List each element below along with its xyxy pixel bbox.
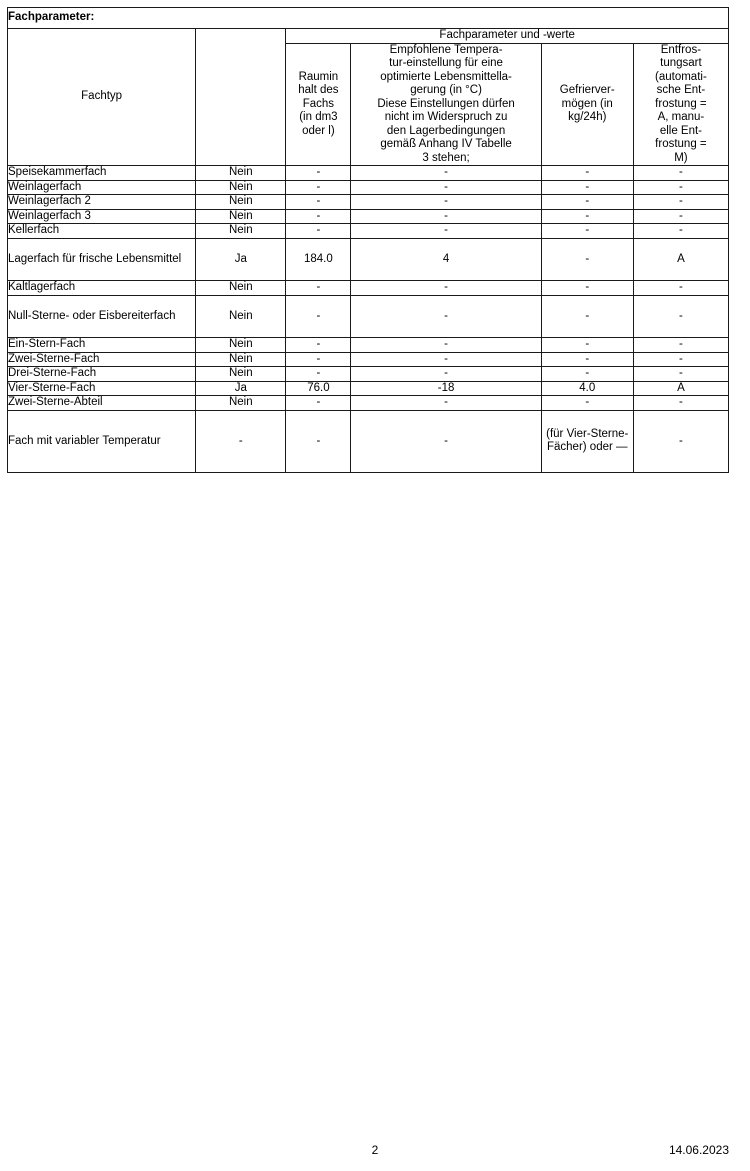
volume-line-5: oder l) bbox=[302, 124, 335, 137]
volume-line-3: Fachs bbox=[302, 97, 335, 110]
row-defrost-type: - bbox=[633, 180, 728, 195]
freeze-line-3: kg/24h) bbox=[568, 111, 607, 123]
row-type: Weinlagerfach 3 bbox=[8, 209, 196, 224]
row-volume-present: Nein bbox=[196, 209, 286, 224]
row-freezing-capacity: - bbox=[541, 338, 633, 353]
row-temperature: - bbox=[351, 195, 541, 210]
table-row bbox=[8, 238, 729, 281]
row-freezing-capacity: - bbox=[541, 295, 633, 338]
row-defrost-type: - bbox=[633, 352, 728, 367]
row-volume-present: Nein bbox=[196, 224, 286, 239]
row-freezing-capacity: - bbox=[541, 180, 633, 195]
table-title: Fachparameter: bbox=[8, 8, 729, 29]
row-type: Drei-Sterne-Fach bbox=[8, 367, 196, 382]
temp-line-2: tur-einstellung für eine bbox=[389, 57, 503, 69]
row-volume-present: Nein bbox=[196, 195, 286, 210]
row-freezing-capacity: - bbox=[541, 224, 633, 239]
row-temperature: - bbox=[351, 224, 541, 239]
temp-line-4: gerung (in °C) bbox=[410, 84, 482, 96]
row-freezing-capacity: - bbox=[541, 209, 633, 224]
row-volume-present: Nein bbox=[196, 396, 286, 411]
row-volume: - bbox=[286, 180, 351, 195]
defrost-line-6: A, manu- bbox=[657, 111, 705, 123]
row-type: Speisekammerfach bbox=[8, 166, 196, 181]
row-temperature: - bbox=[351, 367, 541, 382]
row-volume-present: Nein bbox=[196, 281, 286, 296]
row-freezing-capacity: (für Vier-Sterne-Fächer) oder — bbox=[541, 410, 633, 473]
row-volume-present: Nein bbox=[196, 180, 286, 195]
row-volume: - bbox=[286, 195, 351, 210]
row-volume-present: - bbox=[196, 410, 286, 473]
page-footer bbox=[0, 1143, 750, 1163]
row-volume: - bbox=[286, 396, 351, 411]
row-freezing-capacity: - bbox=[541, 396, 633, 411]
table-group-header-row bbox=[8, 29, 729, 44]
row-freezing-capacity: - bbox=[541, 281, 633, 296]
row-temperature: - bbox=[351, 166, 541, 181]
volume-line-4: (in dm3 bbox=[299, 111, 338, 123]
row-temperature: - bbox=[351, 180, 541, 195]
table-row bbox=[8, 180, 729, 195]
row-defrost-type: - bbox=[633, 338, 728, 353]
defrost-line-7: elle Ent- bbox=[659, 124, 702, 137]
row-temperature: - bbox=[351, 338, 541, 353]
row-type: Zwei-Sterne-Abteil bbox=[8, 396, 196, 411]
defrost-line-5: frostung = bbox=[655, 97, 707, 110]
row-volume: - bbox=[286, 224, 351, 239]
row-type: Null-Sterne- oder Eisbereiterfach bbox=[8, 295, 196, 338]
row-volume: - bbox=[286, 209, 351, 224]
row-type: Lagerfach für frische Lebensmittel bbox=[8, 238, 196, 281]
row-type: Vier-Sterne-Fach bbox=[8, 381, 196, 396]
defrost-line-4: sche Ent- bbox=[656, 84, 706, 96]
row-freezing-capacity: - bbox=[541, 352, 633, 367]
row-temperature: - bbox=[351, 209, 541, 224]
row-type: Fach mit variabler Temperatur bbox=[8, 410, 196, 473]
row-temperature: 4 bbox=[351, 238, 541, 281]
temp-line-1: Empfohlene Tempera- bbox=[389, 43, 503, 56]
row-temperature: -18 bbox=[351, 381, 541, 396]
table-row bbox=[8, 396, 729, 411]
row-defrost-type: - bbox=[633, 224, 728, 239]
row-volume: - bbox=[286, 295, 351, 338]
row-defrost-type: - bbox=[633, 367, 728, 382]
temp-line-7: den Lagerbedingungen bbox=[386, 124, 506, 137]
column-header-defrost-type bbox=[633, 43, 728, 166]
defrost-line-9: M) bbox=[674, 151, 688, 164]
row-volume-present: Nein bbox=[196, 295, 286, 338]
row-defrost-type: - bbox=[633, 281, 728, 296]
row-freezing-capacity: 4.0 bbox=[541, 381, 633, 396]
row-type: Kaltlagerfach bbox=[8, 281, 196, 296]
row-temperature: - bbox=[351, 410, 541, 473]
page-number: 2 bbox=[371, 1143, 379, 1157]
table-row bbox=[8, 338, 729, 353]
table-row bbox=[8, 281, 729, 296]
row-defrost-type: - bbox=[633, 410, 728, 473]
row-volume-present: Ja bbox=[196, 381, 286, 396]
temp-line-5: Diese Einstellungen dürfen bbox=[377, 97, 515, 110]
volume-line-1: Raumin bbox=[298, 70, 339, 83]
table-row bbox=[8, 352, 729, 367]
row-type: Ein-Stern-Fach bbox=[8, 338, 196, 353]
row-defrost-type: - bbox=[633, 396, 728, 411]
row-volume-present: Nein bbox=[196, 338, 286, 353]
row-volume: - bbox=[286, 367, 351, 382]
column-header-freezing-capacity bbox=[541, 43, 633, 166]
row-volume-present: Ja bbox=[196, 238, 286, 281]
row-volume: - bbox=[286, 338, 351, 353]
row-volume: - bbox=[286, 281, 351, 296]
row-volume-present: Nein bbox=[196, 367, 286, 382]
defrost-line-1: Entfros- bbox=[660, 43, 702, 56]
row-type: Kellerfach bbox=[8, 224, 196, 239]
temp-line-3: optimierte Lebensmittella- bbox=[380, 70, 512, 83]
row-defrost-type: A bbox=[633, 381, 728, 396]
table-row bbox=[8, 195, 729, 210]
temp-line-8: gemäß Anhang IV Tabelle bbox=[380, 138, 512, 150]
row-temperature: - bbox=[351, 396, 541, 411]
row-temperature: - bbox=[351, 352, 541, 367]
column-group-header: Fachparameter und -werte bbox=[286, 29, 729, 44]
table-row bbox=[8, 410, 729, 473]
table-title-row bbox=[8, 8, 729, 29]
defrost-line-8: frostung = bbox=[655, 138, 707, 150]
row-volume-present: Nein bbox=[196, 166, 286, 181]
document-date: 14.06.2023 bbox=[668, 1143, 729, 1157]
row-defrost-type: - bbox=[633, 209, 728, 224]
table-row bbox=[8, 166, 729, 181]
row-volume: 76.0 bbox=[286, 381, 351, 396]
column-header-fachtyp: Fachtyp bbox=[8, 29, 196, 166]
defrost-line-3: (automati- bbox=[655, 70, 707, 83]
row-type: Weinlagerfach bbox=[8, 180, 196, 195]
table-row bbox=[8, 295, 729, 338]
row-defrost-type: - bbox=[633, 295, 728, 338]
fachparameter-table bbox=[7, 7, 729, 473]
freeze-line-2: mögen (in bbox=[561, 97, 613, 110]
row-freezing-capacity: - bbox=[541, 166, 633, 181]
row-volume: 184.0 bbox=[286, 238, 351, 281]
table-row bbox=[8, 209, 729, 224]
volume-line-2: halt des bbox=[298, 84, 339, 96]
table-row bbox=[8, 381, 729, 396]
column-header-temperature bbox=[351, 43, 541, 166]
defrost-line-2: tungsart bbox=[660, 57, 702, 69]
row-defrost-type: A bbox=[633, 238, 728, 281]
freeze-line-1: Gefrierver- bbox=[559, 84, 615, 96]
row-defrost-type: - bbox=[633, 166, 728, 181]
row-temperature: - bbox=[351, 281, 541, 296]
row-volume: - bbox=[286, 352, 351, 367]
row-temperature: - bbox=[351, 295, 541, 338]
row-volume: - bbox=[286, 166, 351, 181]
row-volume-present: Nein bbox=[196, 352, 286, 367]
row-volume: - bbox=[286, 410, 351, 473]
column-header-volume bbox=[286, 43, 351, 166]
temp-line-9: 3 stehen; bbox=[422, 151, 470, 164]
row-type: Zwei-Sterne-Fach bbox=[8, 352, 196, 367]
row-freezing-capacity: - bbox=[541, 195, 633, 210]
row-freezing-capacity: - bbox=[541, 238, 633, 281]
column-header-spacer bbox=[196, 29, 286, 166]
temp-line-6: nicht im Widerspruch zu bbox=[384, 111, 508, 123]
table-row bbox=[8, 367, 729, 382]
row-type: Weinlagerfach 2 bbox=[8, 195, 196, 210]
table-row bbox=[8, 224, 729, 239]
row-defrost-type: - bbox=[633, 195, 728, 210]
row-freezing-capacity: - bbox=[541, 367, 633, 382]
